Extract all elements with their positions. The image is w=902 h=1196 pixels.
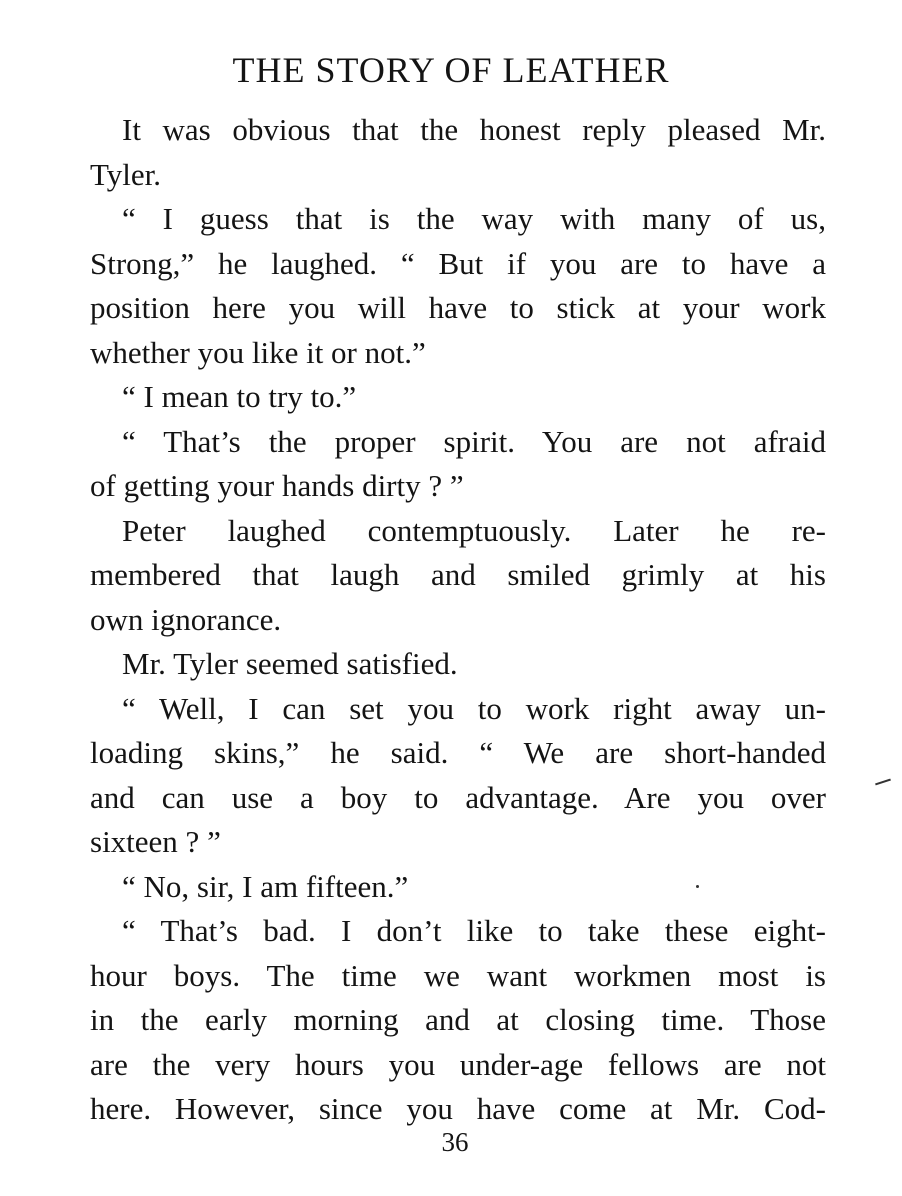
- text-line: loading skins,” he said. “ We are short-handed: [90, 735, 826, 770]
- text-line: membered that laugh and smiled grimly at his: [90, 557, 826, 592]
- text-line: hour boys. The time we want workmen most is: [90, 957, 826, 993]
- text-line: of getting your hands dirty ? ”: [90, 468, 464, 503]
- text-line: position here you will have to stick at your work: [90, 290, 826, 325]
- text-line: Tyler.: [90, 156, 162, 192]
- text-line: and can use a boy to advantage. Are you over: [90, 779, 826, 815]
- text-line: are the very hours you under-age fellows are not: [90, 1046, 826, 1082]
- text-line: Strong,” he laughed. “ But if you are to have a: [90, 245, 826, 281]
- text-line: “ That’s the proper spirit. You are not afraid: [122, 423, 826, 459]
- text-line: here. However, since you have come at Mr. Cod-: [90, 1091, 826, 1126]
- text-line: sixteen ? ”: [90, 824, 221, 859]
- text-line: whether you like it or not.”: [90, 334, 426, 370]
- text-line: “ I mean to try to.”: [122, 379, 357, 414]
- page-number: 36: [441, 1127, 469, 1157]
- text-line: “ Well, I can set you to work right away un-: [122, 690, 826, 726]
- running-head: THE STORY OF LEATHER: [232, 50, 670, 90]
- text-line: “ I guess that is the way with many of us,: [122, 201, 826, 236]
- text-line: “ That’s bad. I don’t like to take these eight-: [122, 913, 826, 948]
- body-text: [90, 108, 826, 1132]
- text-line: Mr. Tyler seemed satisfied.: [122, 646, 458, 681]
- print-speck: [696, 885, 699, 888]
- text-line: It was obvious that the honest reply pleased Mr.: [122, 112, 826, 147]
- text-line: in the early morning and at closing time. Those: [90, 1002, 826, 1037]
- print-speck: [875, 779, 891, 786]
- text-line: own ignorance.: [90, 601, 282, 637]
- text-line: “ No, sir, I am fifteen.”: [122, 868, 409, 904]
- text-line: Peter laughed contemptuously. Later he re-: [122, 512, 826, 548]
